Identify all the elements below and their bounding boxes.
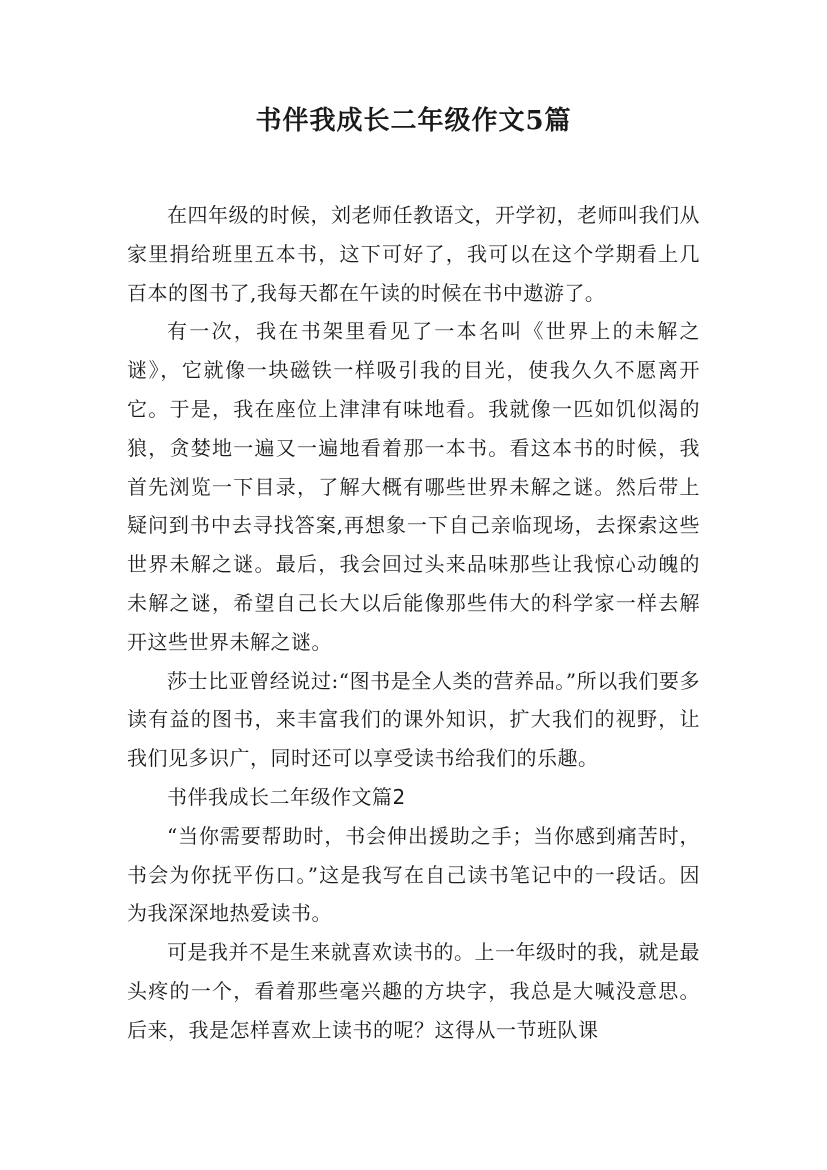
section-heading: 书伴我成长二年级作文篇2 bbox=[167, 784, 406, 809]
document-title: 书伴我成长二年级作文5篇 bbox=[255, 106, 572, 136]
paragraph-5: 可是我并不是生来就喜欢读书的。上一年级时的我，就是最头疼的一个，看着那些毫兴趣的方块字，我总是大喊没意思。后来，我是怎样喜欢上读书的呢？这得从一节班队课 bbox=[127, 940, 700, 1042]
paragraph-1: 在四年级的时候，刘老师任教语文，开学初，老师叫我们从家里捐给班里五本书，这下可好了，我可以在这个学期看上几百本的图书了,我每天都在午读的时候在书中遨游了。 bbox=[127, 203, 700, 305]
paragraph-3: 莎士比亚曾经说过:“图书是全人类的营养品。”所以我们要多读有益的图书，来丰富我们的课外知识，扩大我们的视野，让我们见多识广，同时还可以享受读书给我们的乐趣。 bbox=[127, 668, 700, 771]
paragraph-2: 有一次，我在书架里看见了一本名叫《世界上的未解之谜》，它就像一块磁铁一样吸引我的目光，使我久久不愿离开它。于是，我在座位上津津有味地看。我就像一匹如饥似渴的狼，贪婪地一遍又一遍地看着那一本书。看这本书的时候，我首先浏览一下目录，了解大概有哪些世界未解之谜。然后带上疑问到书中去寻找答案,再想象一下自己亲临现场，去探索这些世界未解之谜。最后，我会回过头来品味那些让我惊心动魄的未解之谜，希望自己长大以后能像那些伟大的科学家一样去解开这些世界未解之谜。 bbox=[127, 319, 700, 654]
document-body bbox=[127, 196, 700, 1050]
paragraph-4: “当你需要帮助时，书会伸出援助之手；当你感到痛苦时，书会为你抚平伤口。”这是我写在自己读书笔记中的一段话。因为我深深地热爱读书。 bbox=[127, 823, 700, 926]
